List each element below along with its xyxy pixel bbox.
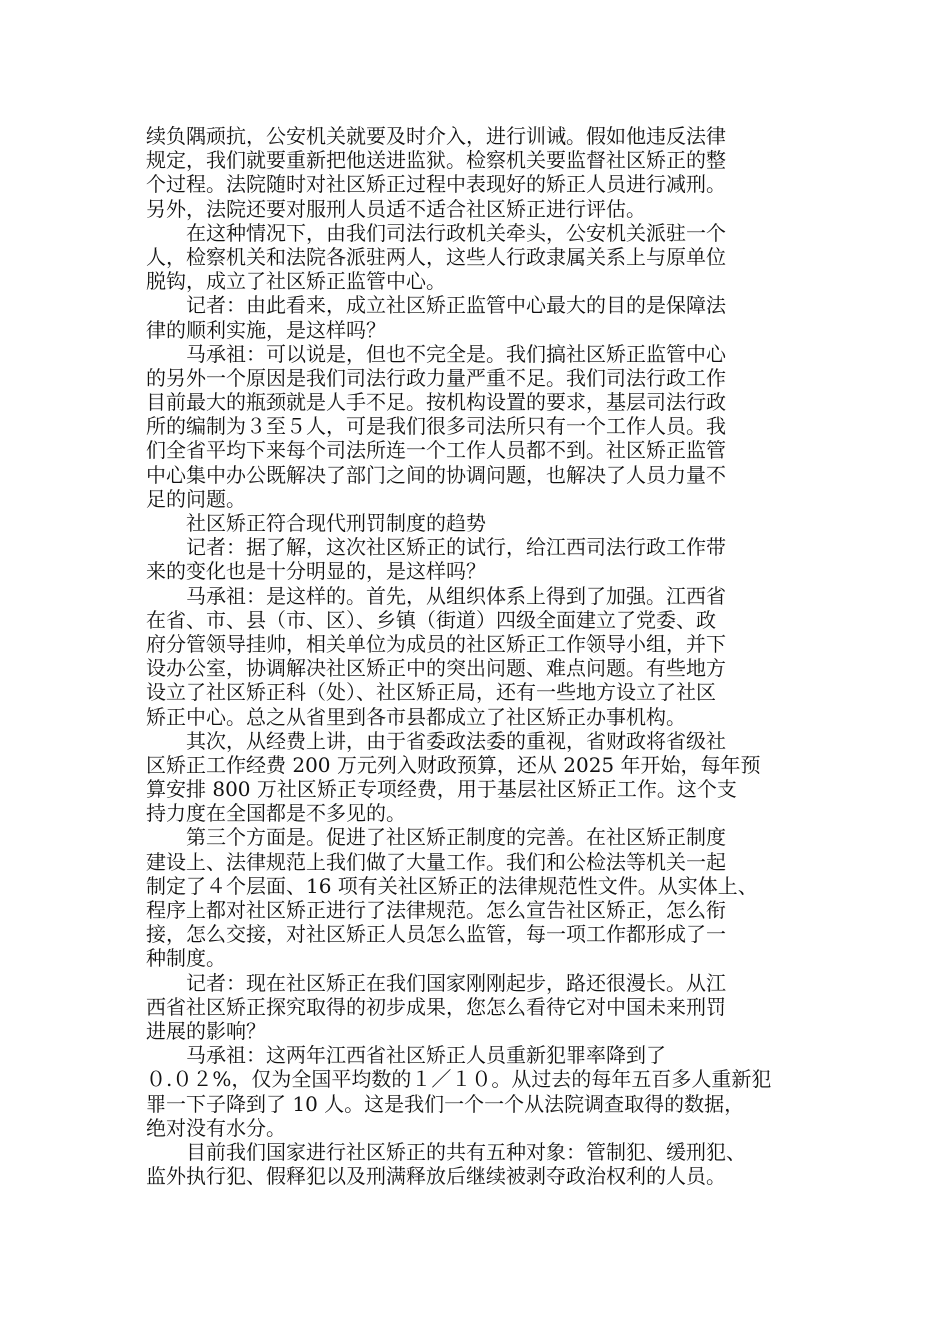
- text-line: 算安排 800 万社区矫正专项经费，用于基层社区矫正工作。这个支: [146, 777, 737, 802]
- text-line: 第三个方面是。促进了社区矫正制度的完善。在社区矫正制度: [186, 825, 726, 850]
- text-line: 脱钩，成立了社区矫正监管中心。: [146, 269, 446, 294]
- text-line: 续负隅顽抗，公安机关就要及时介入，进行训诫。假如他违反法律: [146, 124, 726, 148]
- text-line: 罪一下子降到了 10 人。这是我们一个一个从法院调查取得的数据，: [146, 1091, 745, 1116]
- text-line: ０.０２%，仅为全国平均数的１／１０。从过去的每年五百多人重新犯: [146, 1067, 772, 1092]
- text-line: 矫正中心。总之从省里到各市县都成立了社区矫正办事机构。: [146, 704, 686, 729]
- text-line: 进展的影响？: [146, 1018, 266, 1043]
- text-line: 绝对没有水分。: [146, 1115, 286, 1140]
- text-line: 马承祖：是这样的。首先，从组织体系上得到了加强。江西省: [186, 583, 726, 608]
- text-line: 设办公室，协调解决社区矫正中的突出问题、难点问题。有些地方: [146, 656, 726, 681]
- text-line: 人，检察机关和法院各派驻两人，这些人行政隶属关系上与原单位: [146, 244, 726, 269]
- document-page: [146, 124, 810, 1188]
- text-line: 设立了社区矫正科（处）、社区矫正局，还有一些地方设立了社区: [146, 680, 716, 705]
- text-line: 律的顺利实施，是这样吗？: [146, 317, 386, 342]
- text-line: 记者：现在社区矫正在我们国家刚刚起步，路还很漫长。从江: [186, 970, 726, 995]
- text-line: 目前最大的瓶颈就是人手不足。按机构设置的要求，基层司法行政: [146, 390, 726, 415]
- text-line: 监外执行犯、假释犯以及刑满释放后继续被剥夺政治权利的人员。: [146, 1164, 726, 1189]
- text-line: 程序上都对社区矫正进行了法律规范。怎么宣告社区矫正，怎么衔: [146, 898, 726, 922]
- text-line: 所的编制为３至５人，可是我们很多司法所只有一个工作人员。我: [146, 414, 726, 439]
- text-line: 在省、市、县（市、区）、乡镇（街道）四级全面建立了党委、政: [146, 607, 716, 632]
- text-line: 其次，从经费上讲，由于省委政法委的重视，省财政将省级社: [186, 728, 726, 753]
- text-line: 在这种情况下，由我们司法行政机关牵头，公安机关派驻一个: [186, 220, 726, 245]
- text-line: 们全省平均下来每个司法所连一个工作人员都不到。社区矫正监管: [146, 438, 726, 463]
- text-line: 制定了４个层面、16 项有关社区矫正的法律规范性文件。从实体上、: [146, 873, 758, 898]
- text-line: 建设上、法律规范上我们做了大量工作。我们和公检法等机关一起: [146, 849, 726, 874]
- text-line: 马承祖：这两年江西省社区矫正人员重新犯罪率降到了: [186, 1043, 666, 1068]
- text-line: 来的变化也是十分明显的，是这样吗？: [146, 559, 486, 584]
- text-line: 种制度。: [146, 946, 226, 971]
- text-line: 另外，法院还要对服刑人员适不适合社区矫正进行评估。: [146, 196, 646, 221]
- text-line: 个过程。法院随时对社区矫正过程中表现好的矫正人员进行减刑。: [146, 172, 726, 197]
- text-line: 足的问题。: [146, 486, 246, 511]
- text-line: 马承祖：可以说是，但也不完全是。我们搞社区矫正监管中心: [186, 341, 726, 366]
- text-line: 中心集中办公既解决了部门之间的协调问题，也解决了人员力量不: [146, 462, 726, 487]
- text-line: 区矫正工作经费 200 万元列入财政预算，还从 2025 年开始，每年预: [146, 752, 761, 777]
- text-line: 的另外一个原因是我们司法行政力量严重不足。我们司法行政工作: [146, 365, 726, 390]
- text-line: 持力度在全国都是不多见的。: [146, 801, 406, 826]
- text-line: 记者：据了解，这次社区矫正的试行，给江西司法行政工作带: [186, 535, 726, 560]
- text-line: 西省社区矫正探究取得的初步成果，您怎么看待它对中国未来刑罚: [146, 994, 726, 1019]
- text-line: 规定，我们就要重新把他送进监狱。检察机关要监督社区矫正的整: [146, 148, 726, 173]
- text-line: 社区矫正符合现代刑罚制度的趋势: [186, 511, 486, 535]
- text-line: 府分管领导挂帅，相关单位为成员的社区矫正工作领导小组，并下: [146, 631, 726, 656]
- text-line: 记者：由此看来，成立社区矫正监管中心最大的目的是保障法: [186, 293, 726, 318]
- text-line: 接，怎么交接，对社区矫正人员怎么监管，每一项工作都形成了一: [146, 922, 726, 947]
- text-line: 目前我们国家进行社区矫正的共有五种对象：管制犯、缓刑犯、: [186, 1139, 746, 1164]
